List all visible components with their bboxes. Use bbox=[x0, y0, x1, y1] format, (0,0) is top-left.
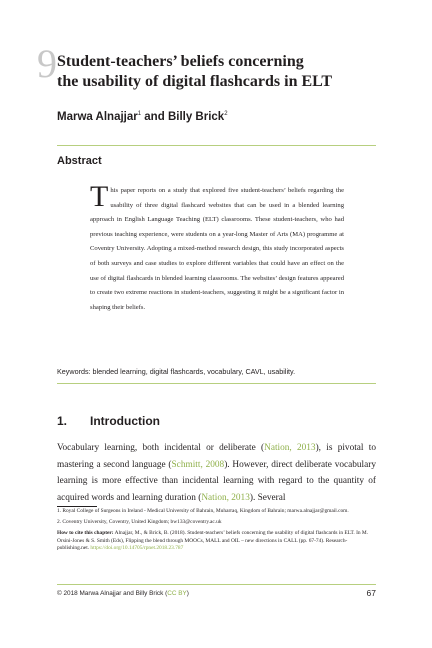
footnote: 2. Coventry University, Coventry, United Kingdom; bw133@coventry.ac.uk bbox=[57, 519, 222, 526]
abstract-text bbox=[90, 180, 344, 315]
copyright-footer bbox=[57, 590, 376, 597]
footnote: 1. Royal College of Surgeons in Ireland - Medical University of Bahrain, Muharraq, Kingdom of Bahrain; marwa.alnajjar@gmail.com. bbox=[57, 508, 349, 514]
copyright-text: ) bbox=[186, 590, 189, 597]
citation-link[interactable]: Nation, 2013 bbox=[264, 443, 316, 453]
body-text-run: ), is pivotal to mastering a second language ( bbox=[57, 443, 376, 470]
divider bbox=[57, 584, 376, 585]
chapter-number: 9 bbox=[37, 41, 57, 86]
citation-note bbox=[57, 530, 376, 552]
page-number: 67 bbox=[366, 588, 376, 598]
divider bbox=[57, 383, 376, 384]
citation-text: Alnajjar, M., & Brick, B. (2018). Student-teachers’ beliefs concerning the usability of digital flashcards in ELT. In M. Orsini-Jones & S. Smith (Eds), Flipping the blend through MOOCs, MALL and OIL – new directions in CALL (pp. 67-74). Research-publishing.net. bbox=[57, 530, 369, 551]
citation-label: How to cite this chapter: bbox=[57, 530, 114, 537]
section-title: Introduction bbox=[90, 414, 160, 428]
keywords: Keywords: blended learning, digital flashcards, vocabulary, CAVL, usability. bbox=[57, 367, 296, 376]
drop-cap: T bbox=[90, 180, 109, 213]
author-list bbox=[57, 111, 228, 123]
author-connector: and bbox=[141, 111, 168, 123]
author-affiliation-marker: 1 bbox=[137, 111, 142, 118]
citation-link[interactable]: Nation, 2013 bbox=[201, 492, 250, 503]
citation-link[interactable]: Schmitt, 2008 bbox=[171, 459, 225, 470]
license-link[interactable]: CC BY bbox=[167, 590, 187, 597]
footnotes bbox=[57, 508, 376, 556]
chapter-title-line-1: Student-teachers’ beliefs concerning bbox=[57, 53, 304, 70]
copyright-text: © 2018 Marwa Alnajjar and Billy Brick ( bbox=[57, 590, 168, 597]
body-text-run: ). Several bbox=[249, 492, 286, 503]
body-paragraph bbox=[57, 440, 376, 506]
section-number: 1. bbox=[57, 414, 68, 428]
body-text-run: Vocabulary learning, both incidental or deliberate ( bbox=[57, 443, 265, 453]
author-name: Billy Brick bbox=[167, 111, 225, 123]
author-affiliation-marker: 2 bbox=[224, 111, 228, 118]
abstract-body: his paper reports on a study that explored five student-teachers’ beliefs regarding the usability of three digital flashcard websites that can be used in a blended learning approach in English Language Teaching (ELT) classrooms. These student-teachers, who had previous teaching experience, were students on a year-long Master of Arts (MA) programme at Coventry University. Adopting a mixed-method research design, this study incorporated aspects of both surveys and case studies to explore different variables that could have an effect on the use of digital flashcards in blended learning classrooms. The websites’ design features appeared to create two extreme reactions in student-teachers, suggesting it might be a significant factor in shaping their beliefs. bbox=[90, 187, 344, 311]
doi-link[interactable]: https://doi.org/10.14705/rpnet.2018.23.787 bbox=[90, 544, 184, 551]
author-name: Marwa Alnajjar bbox=[57, 111, 138, 123]
divider bbox=[57, 145, 376, 146]
body-text-run: ). However, direct deliberate vocabulary learning is more effective than incidental learning with regard to the quantity of acquired words and learning duration ( bbox=[57, 459, 376, 503]
chapter-title-line-2: the usability of digital flashcards in ELT bbox=[57, 73, 333, 90]
abstract-heading: Abstract bbox=[57, 155, 102, 167]
chapter-title bbox=[57, 52, 387, 92]
footnote-divider bbox=[57, 506, 97, 507]
